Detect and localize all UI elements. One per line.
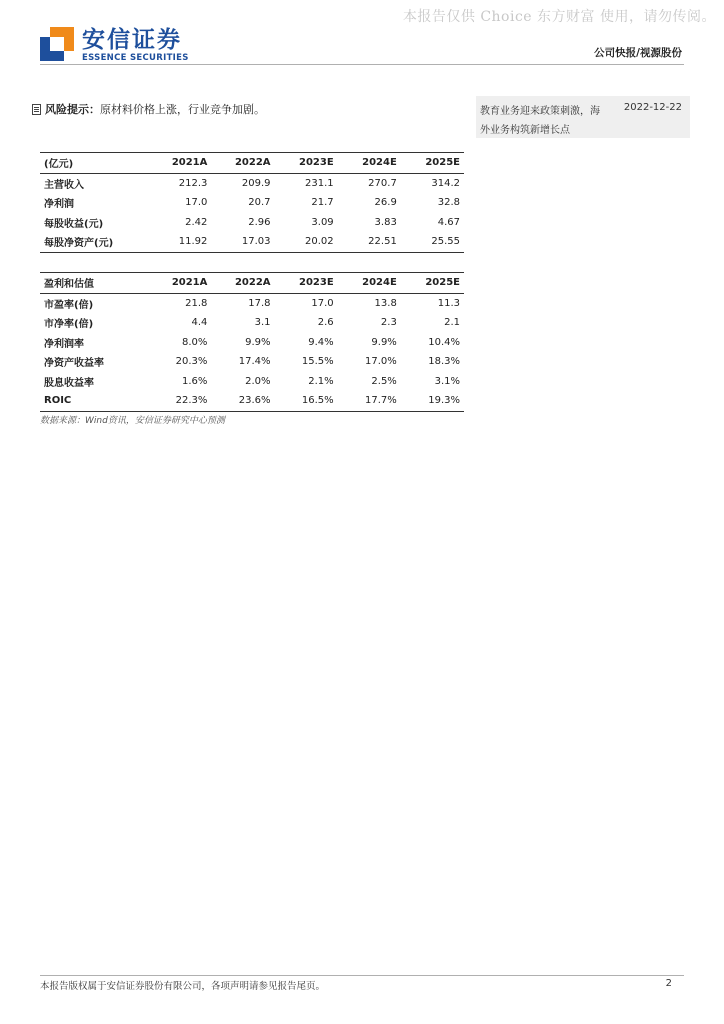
table-cell: 17.0 bbox=[311, 297, 334, 309]
header-cell: 2025E bbox=[401, 153, 464, 174]
header-cell: 2021A bbox=[148, 153, 211, 174]
header-cell: 2022A bbox=[211, 273, 274, 294]
table-cell: 270.7 bbox=[368, 177, 397, 189]
row-label: ROIC bbox=[40, 391, 148, 411]
footer-divider bbox=[40, 975, 684, 976]
table-cell: 3.09 bbox=[311, 216, 334, 228]
table-row bbox=[40, 352, 464, 372]
table-cell: 15.5% bbox=[301, 356, 334, 368]
watermark: 本报告仅供 Choice 东方财富 使用，请勿传阅。 bbox=[402, 9, 716, 25]
row-label: 净利润率 bbox=[44, 338, 84, 350]
document-icon bbox=[32, 104, 41, 115]
table-cell: 4.4 bbox=[191, 317, 208, 329]
risk-warning bbox=[32, 101, 265, 117]
header-cell: 2024E bbox=[338, 153, 401, 174]
table-cell: 3.1% bbox=[434, 375, 460, 387]
header-divider bbox=[40, 64, 684, 65]
table-cell: 10.4% bbox=[428, 336, 460, 348]
row-label: 净资产收益率 bbox=[44, 358, 104, 370]
header-cell: 盈利和估值 bbox=[40, 273, 148, 294]
report-date: 2022-12-22 bbox=[623, 102, 682, 113]
table-cell: 13.8 bbox=[374, 297, 397, 309]
table-cell: 3.83 bbox=[374, 216, 397, 228]
table-row bbox=[40, 333, 464, 353]
table-row bbox=[40, 372, 464, 392]
table-cell: 19.3% bbox=[401, 391, 464, 411]
table-row bbox=[40, 173, 464, 193]
company-logo bbox=[40, 27, 189, 64]
table-cell: 18.3% bbox=[428, 356, 460, 368]
footer-disclaimer: 本报告版权属于安信证券股份有限公司，各项声明请参见报告尾页。 bbox=[40, 981, 326, 992]
data-source-note: 数据来源：Wind资讯，安信证券研究中心预测 bbox=[40, 416, 225, 426]
table-cell: 16.5% bbox=[275, 391, 338, 411]
table-cell: 20.7 bbox=[248, 197, 271, 209]
report-title-line2: 外业务构筑新增长点 bbox=[480, 125, 570, 136]
report-title-line1: 教育业务迎来政策刺激，海 bbox=[480, 106, 600, 117]
table-cell: 21.7 bbox=[311, 197, 334, 209]
row-label: 股息收益率 bbox=[44, 377, 94, 389]
table-cell: 2.0% bbox=[245, 375, 271, 387]
table-row bbox=[40, 213, 464, 233]
table-cell: 209.9 bbox=[241, 177, 271, 189]
risk-label: 风险提示： bbox=[45, 103, 100, 116]
row-label: 主营收入 bbox=[44, 179, 84, 191]
table-cell: 17.0 bbox=[185, 197, 208, 209]
logo-cn-text: 安信证券 bbox=[82, 27, 182, 53]
table-header-row bbox=[40, 273, 464, 294]
table-row bbox=[40, 391, 464, 411]
table-cell: 2.1% bbox=[308, 375, 334, 387]
table-header-row bbox=[40, 153, 464, 174]
table-cell: 17.03 bbox=[211, 232, 274, 252]
table-cell: 22.51 bbox=[338, 232, 401, 252]
table-cell: 20.02 bbox=[275, 232, 338, 252]
header-cell: 2022A bbox=[211, 153, 274, 174]
row-label: 市净率(倍) bbox=[44, 319, 94, 331]
report-title-box bbox=[476, 96, 690, 138]
row-label: 每股净资产(元) bbox=[40, 232, 148, 252]
row-label: 市盈率(倍) bbox=[44, 299, 94, 311]
table-cell: 25.55 bbox=[401, 232, 464, 252]
table-cell: 32.8 bbox=[437, 197, 460, 209]
table-cell: 20.3% bbox=[175, 356, 208, 368]
table-cell: 212.3 bbox=[178, 177, 208, 189]
table-cell: 11.3 bbox=[437, 297, 460, 309]
header-cell: 2021A bbox=[148, 273, 211, 294]
header-cell: 2024E bbox=[338, 273, 401, 294]
table-row bbox=[40, 293, 464, 313]
table-cell: 23.6% bbox=[211, 391, 274, 411]
table-cell: 11.92 bbox=[148, 232, 211, 252]
report-type: 公司快报/视源股份 bbox=[594, 47, 682, 59]
row-label: 每股收益(元) bbox=[44, 218, 104, 230]
table-cell: 1.6% bbox=[181, 375, 208, 387]
table-cell: 17.7% bbox=[338, 391, 401, 411]
table-cell: 2.3 bbox=[380, 317, 397, 329]
table-cell: 17.4% bbox=[238, 356, 271, 368]
logo-mark-icon bbox=[40, 27, 74, 61]
logo-en-text: ESSENCE SECURITIES bbox=[82, 53, 189, 63]
page-number: 2 bbox=[665, 978, 672, 989]
table-cell: 314.2 bbox=[431, 177, 460, 189]
table-cell: 9.4% bbox=[308, 336, 334, 348]
financial-summary-table bbox=[40, 152, 464, 253]
table-cell: 8.0% bbox=[181, 336, 208, 348]
header-cell: 2023E bbox=[275, 153, 338, 174]
header-cell: (亿元) bbox=[40, 153, 148, 174]
table-row bbox=[40, 193, 464, 213]
table-cell: 3.1 bbox=[254, 317, 271, 329]
table-cell: 2.6 bbox=[317, 317, 334, 329]
row-label: 净利润 bbox=[44, 199, 74, 211]
table-row bbox=[40, 313, 464, 333]
table-cell: 22.3% bbox=[148, 391, 211, 411]
table-cell: 17.0% bbox=[365, 356, 397, 368]
table-cell: 2.96 bbox=[248, 216, 271, 228]
table-cell: 9.9% bbox=[371, 336, 397, 348]
table-cell: 9.9% bbox=[245, 336, 271, 348]
table-cell: 2.42 bbox=[185, 216, 208, 228]
table-cell: 26.9 bbox=[374, 197, 397, 209]
header-cell: 2025E bbox=[401, 273, 464, 294]
table-cell: 231.1 bbox=[305, 177, 334, 189]
risk-text: 原材料价格上涨，行业竞争加剧。 bbox=[100, 103, 265, 116]
table-cell: 21.8 bbox=[185, 297, 208, 309]
valuation-table bbox=[40, 272, 464, 412]
table-cell: 4.67 bbox=[437, 216, 460, 228]
table-cell: 2.5% bbox=[371, 375, 397, 387]
table-row bbox=[40, 232, 464, 252]
header-cell: 2023E bbox=[275, 273, 338, 294]
table-cell: 2.1 bbox=[444, 317, 460, 329]
table-cell: 17.8 bbox=[248, 297, 271, 309]
